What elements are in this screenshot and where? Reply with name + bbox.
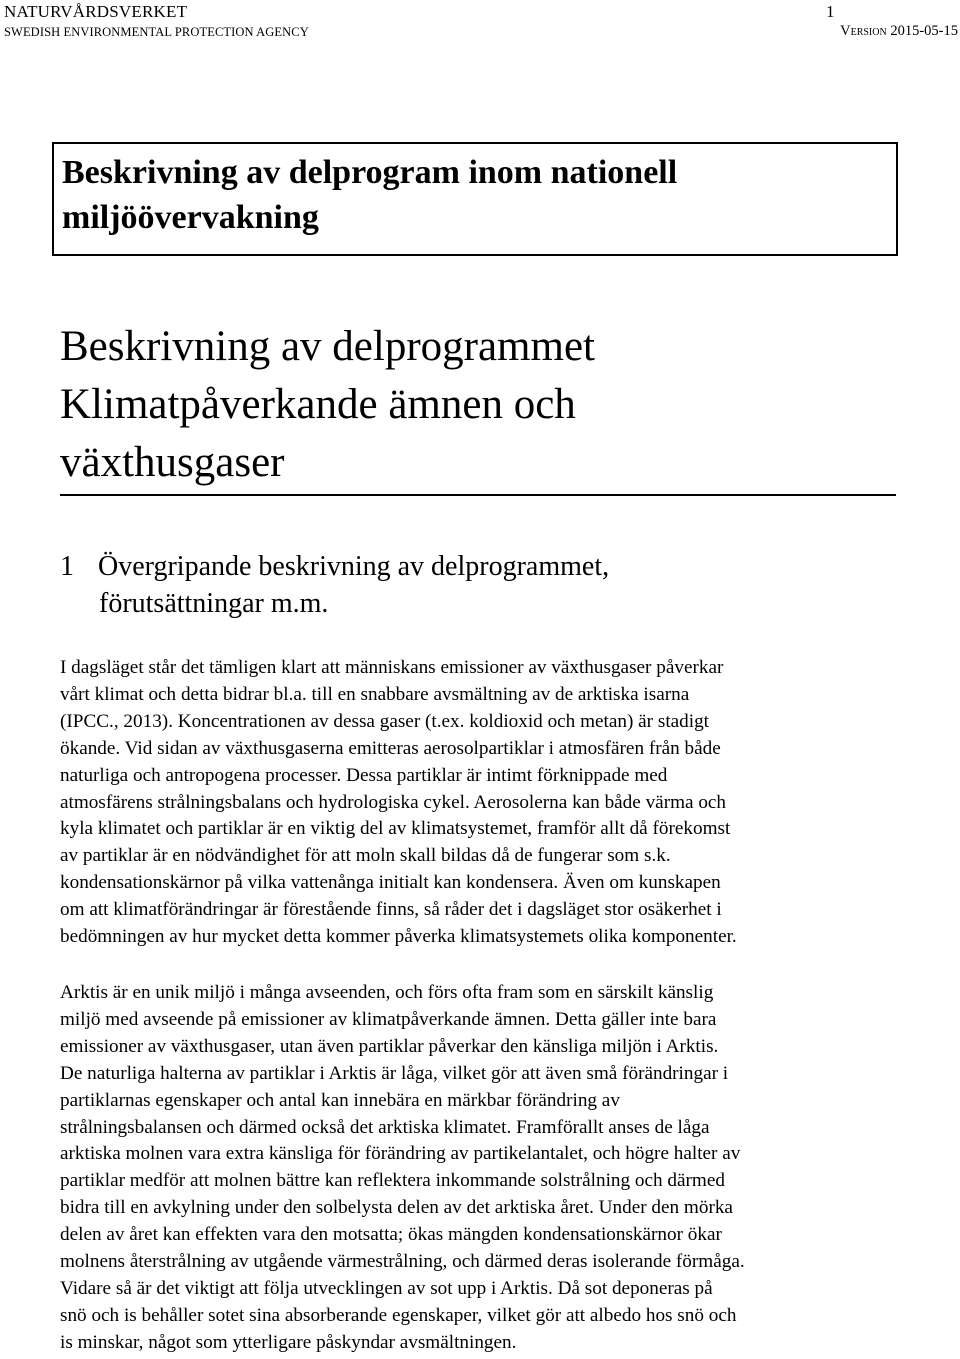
version-stamp bbox=[840, 23, 958, 40]
document-title-line: Beskrivning av delprogram inom nationell bbox=[62, 154, 678, 191]
paragraph-line: partiklarnas egenskaper och antal kan innebära en märkbar förändring av bbox=[60, 1089, 620, 1111]
paragraph-line: (IPCC., 2013). Koncentrationen av dessa gaser (t.ex. koldioxid och metan) är stadigt bbox=[60, 710, 710, 732]
paragraph-line: partiklar medför att molnen bättre kan reflektera inkommande solstrålning och därmed bbox=[60, 1170, 725, 1192]
body-paragraph-1 bbox=[60, 655, 920, 951]
paragraph-line: I dagsläget står det tämligen klart att människans emissioner av växthusgaser påverkar bbox=[60, 657, 724, 678]
org-name: NATURVÅRDSVERKET bbox=[4, 2, 188, 21]
version-label: Version bbox=[840, 23, 887, 39]
subprogram-title-line: växthusgaser bbox=[60, 439, 285, 486]
paragraph-line: Vidare så är det viktigt att följa utvecklingen av sot upp i Arktis. Då sot deponeras på bbox=[60, 1277, 713, 1299]
paragraph-line: snö och is behåller sotet sina absorberande egenskaper, vilket gör att albedo hos snö och bbox=[60, 1304, 737, 1326]
paragraph-line: Arktis är en unik miljö i många avseenden, och förs ofta fram som en särskilt känslig bbox=[60, 982, 714, 1003]
paragraph-line: molnens återstrålning av utgående värmestrålning, och därmed deras isolerande förmåga. bbox=[60, 1251, 745, 1273]
section-heading-line bbox=[60, 548, 609, 585]
paragraph-line: om att klimatförändringar är förestående finns, så råder det i dagsläget stor osäkerhet i bbox=[60, 899, 722, 921]
subprogram-title bbox=[60, 318, 896, 496]
paragraph-line: delen av året kan effekten vara den motsatta; ökas mängden kondensationskärnor ökar bbox=[60, 1224, 722, 1246]
version-date: 2015-05-15 bbox=[890, 23, 958, 39]
paragraph-line: bidra till en avkylning under den solbelysta delen av det arktiska året. Under den mörka bbox=[60, 1197, 733, 1219]
section-title: Övergripande beskrivning av delprogrammet, bbox=[98, 551, 610, 582]
document-title-line: miljöövervakning bbox=[62, 199, 319, 236]
org-subtitle: SWEDISH ENVIRONMENTAL PROTECTION AGENCY bbox=[4, 25, 309, 39]
section-title-continuation: förutsättningar m.m. bbox=[99, 588, 329, 619]
document-title-box bbox=[52, 142, 898, 256]
paragraph-line: emissioner av växthusgaser, utan även partiklar påverkar den känsliga miljön i Arktis. bbox=[60, 1035, 719, 1057]
paragraph-line: vårt klimat och detta bidrar bl.a. till en snabbare avsmältning av de arktiska isarna bbox=[60, 683, 690, 705]
subprogram-title-line: Beskrivning av delprogrammet bbox=[60, 323, 595, 370]
paragraph-line: ökande. Vid sidan av växthusgaserna emitteras aerosolpartiklar i atmosfären från både bbox=[60, 737, 721, 759]
paragraph-line: atmosfärens strålningsbalans och hydrologiska cykel. Aerosolerna kan både värma och bbox=[60, 791, 727, 813]
paragraph-line: strålningsbalansen och därmed också det arktiska klimatet. Framförallt anses de låga bbox=[60, 1116, 710, 1138]
paragraph-line: av partiklar är en nödvändighet för att moln skall bildas då de fungerar som s.k. bbox=[60, 845, 671, 867]
paragraph-line: bedömningen av hur mycket detta kommer påverka klimatsystemets olika komponenter. bbox=[60, 926, 737, 948]
paragraph-line: De naturliga halterna av partiklar i Arktis är låga, vilket gör att även små förändringar i bbox=[60, 1062, 729, 1084]
body-paragraph-2 bbox=[60, 980, 920, 1357]
page-number: 1 bbox=[826, 2, 835, 21]
section-number: 1 bbox=[60, 551, 74, 582]
paragraph-line: arktiska molnen vara extra känsliga för förändring av partikelantalet, och högre halter av bbox=[60, 1143, 741, 1165]
subprogram-title-line: Klimatpåverkande ämnen och bbox=[60, 381, 576, 428]
paragraph-line: kyla klimatet och partiklar är en viktig del av klimatsystemet, framför allt då förekomst bbox=[60, 818, 731, 840]
paragraph-line: naturliga och antropogena processer. Dessa partiklar är intimt förknippade med bbox=[60, 764, 668, 786]
paragraph-line: kondensationskärnor på vilka vattenånga initialt kan kondensera. Även om kunskapen bbox=[60, 872, 721, 894]
paragraph-line: is minskar, något som ytterligare påskyndar avsmältningen. bbox=[60, 1331, 517, 1353]
paragraph-line: miljö med avseende på emissioner av klimatpåverkande ämnen. Detta gäller inte bara bbox=[60, 1008, 717, 1030]
section-heading bbox=[60, 548, 609, 622]
